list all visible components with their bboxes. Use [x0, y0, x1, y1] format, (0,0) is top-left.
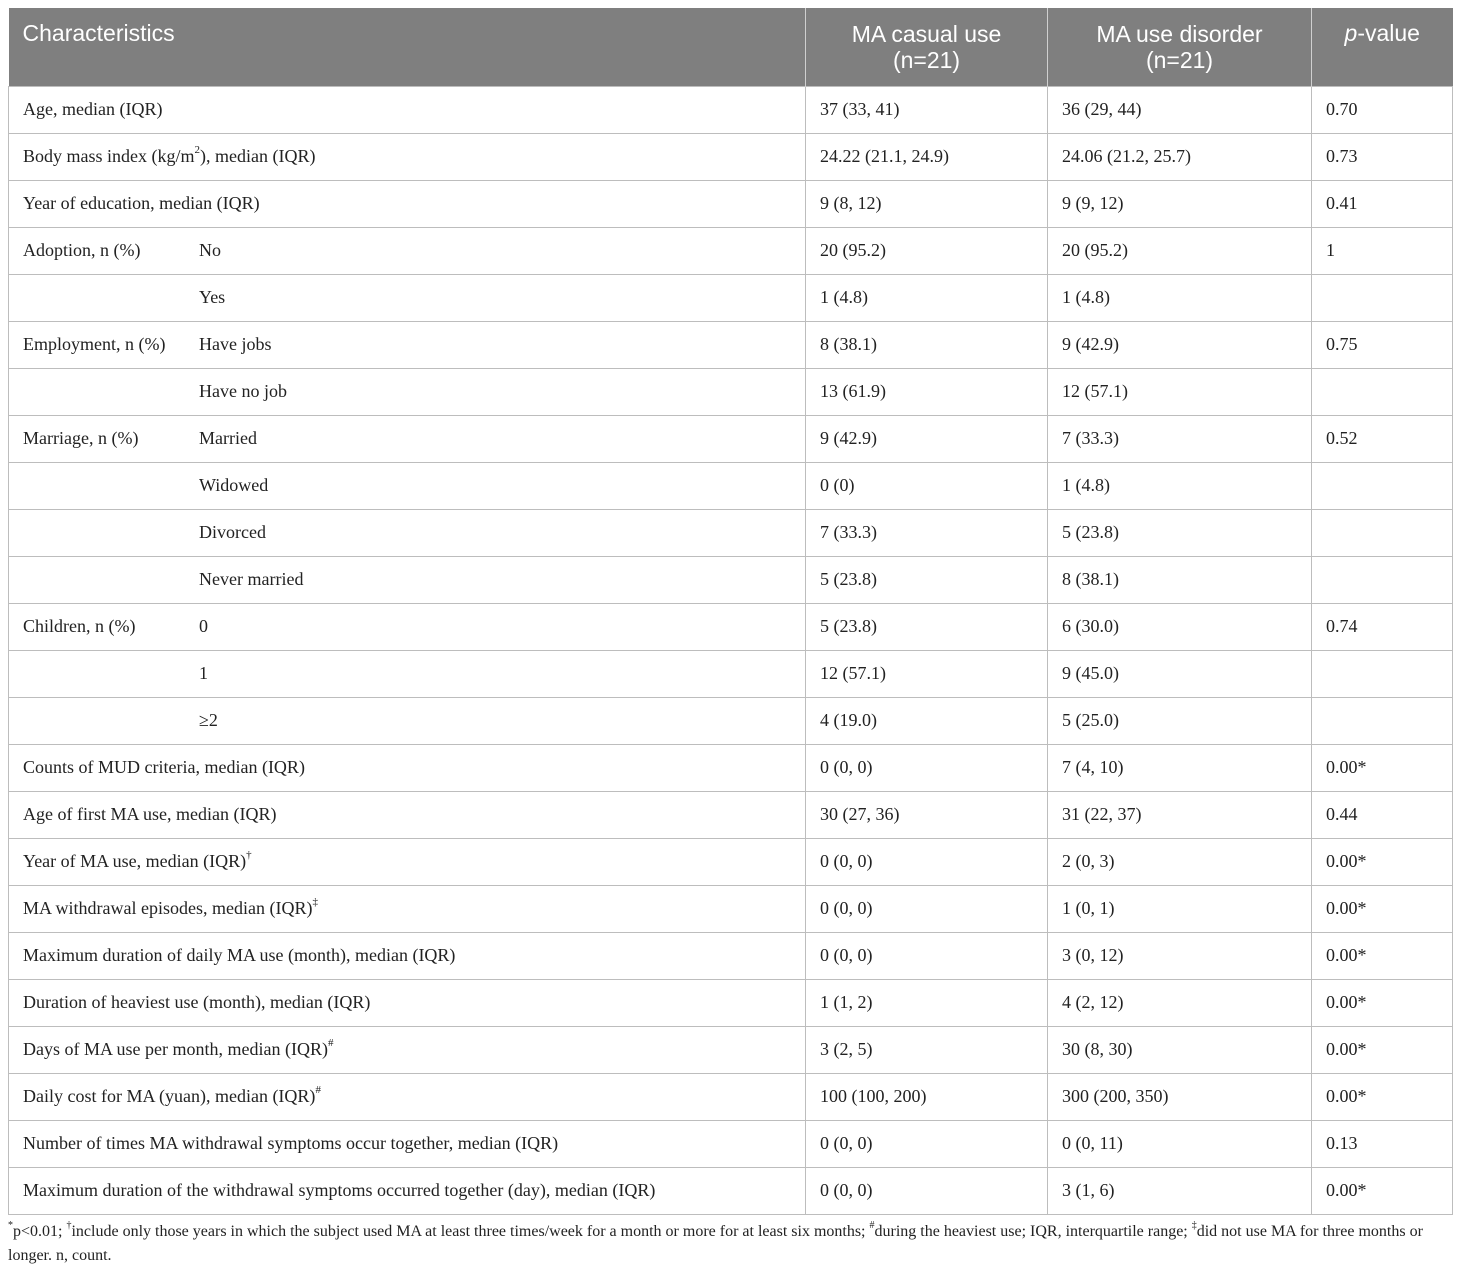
cell-casual-use: 0 (0, 0) — [806, 744, 1048, 791]
cell-casual-use: 9 (42.9) — [806, 415, 1048, 462]
cell-p-value: 0.00* — [1312, 885, 1453, 932]
cell-characteristic — [9, 791, 806, 838]
cell-use-disorder: 36 (29, 44) — [1048, 86, 1312, 133]
characteristic-label: Year of education, median (IQR) — [23, 193, 260, 213]
header-use-disorder-n: (n=21) — [1145, 46, 1214, 73]
characteristic-label: Children, n (%) — [23, 616, 136, 636]
cell-characteristic — [9, 509, 806, 556]
cell-use-disorder: 6 (30.0) — [1048, 603, 1312, 650]
cell-use-disorder: 5 (25.0) — [1048, 697, 1312, 744]
cell-p-value: 0.52 — [1312, 415, 1453, 462]
table-row — [9, 1120, 1453, 1167]
cell-characteristic — [9, 650, 806, 697]
footnote-text-4: did not use MA for three months or longer. n, count. — [8, 1223, 1423, 1264]
characteristics-table — [8, 8, 1453, 1215]
table-body — [9, 86, 1453, 1214]
cell-casual-use: 5 (23.8) — [806, 603, 1048, 650]
header-casual-use-n: (n=21) — [892, 46, 961, 73]
cell-p-value — [1312, 509, 1453, 556]
table-row — [9, 603, 1453, 650]
cell-use-disorder: 9 (45.0) — [1048, 650, 1312, 697]
cell-casual-use: 5 (23.8) — [806, 556, 1048, 603]
table-row — [9, 744, 1453, 791]
characteristic-label: MA withdrawal episodes, median (IQR) — [23, 898, 313, 918]
cell-use-disorder: 5 (23.8) — [1048, 509, 1312, 556]
footnote-mark-hash: # — [869, 1219, 875, 1231]
cell-characteristic — [9, 885, 806, 932]
cell-p-value: 0.00* — [1312, 838, 1453, 885]
cell-characteristic — [9, 133, 806, 180]
characteristic-category: Have jobs — [199, 334, 272, 354]
cell-p-value: 0.00* — [1312, 1026, 1453, 1073]
cell-p-value: 0.74 — [1312, 603, 1453, 650]
cell-casual-use: 30 (27, 36) — [806, 791, 1048, 838]
table-row — [9, 274, 1453, 321]
cell-casual-use: 0 (0, 0) — [806, 1120, 1048, 1167]
table-row — [9, 415, 1453, 462]
header-casual-use-label: MA casual use — [851, 20, 1002, 47]
table-row — [9, 979, 1453, 1026]
table-footnote — [8, 1220, 1454, 1268]
characteristic-label: Body mass index (kg/m — [23, 146, 195, 166]
cell-use-disorder: 9 (42.9) — [1048, 321, 1312, 368]
cell-characteristic — [9, 838, 806, 885]
table-row — [9, 885, 1453, 932]
footnote-text-3: during the heaviest use; IQR, interquartile range; — [874, 1223, 1192, 1240]
cell-p-value: 1 — [1312, 227, 1453, 274]
characteristic-label: Maximum duration of the withdrawal symptoms occurred together (day), median (IQR) — [23, 1180, 656, 1200]
characteristic-label: Counts of MUD criteria, median (IQR) — [23, 757, 305, 777]
characteristic-label: Age, median (IQR) — [23, 99, 163, 119]
cell-casual-use: 4 (19.0) — [806, 697, 1048, 744]
cell-p-value: 0.13 — [1312, 1120, 1453, 1167]
cell-p-value: 0.44 — [1312, 791, 1453, 838]
table-row — [9, 86, 1453, 133]
cell-characteristic — [9, 1026, 806, 1073]
cell-p-value: 0.00* — [1312, 744, 1453, 791]
cell-casual-use: 20 (95.2) — [806, 227, 1048, 274]
cell-p-value — [1312, 697, 1453, 744]
table-row — [9, 838, 1453, 885]
cell-characteristic — [9, 1120, 806, 1167]
footnote-text-1: p<0.01; — [13, 1223, 67, 1240]
cell-p-value — [1312, 368, 1453, 415]
cell-casual-use: 0 (0) — [806, 462, 1048, 509]
characteristic-label: Year of MA use, median (IQR) — [23, 851, 247, 871]
characteristic-label: Employment, n (%) — [23, 334, 166, 354]
cell-characteristic — [9, 979, 806, 1026]
cell-p-value — [1312, 462, 1453, 509]
cell-use-disorder: 3 (0, 12) — [1048, 932, 1312, 979]
cell-casual-use: 0 (0, 0) — [806, 1167, 1048, 1214]
characteristic-superscript: # — [327, 1037, 334, 1049]
table-row — [9, 462, 1453, 509]
cell-casual-use: 100 (100, 200) — [806, 1073, 1048, 1120]
cell-p-value — [1312, 650, 1453, 697]
cell-use-disorder: 3 (1, 6) — [1048, 1167, 1312, 1214]
characteristic-category: Have no job — [199, 381, 287, 401]
table-row — [9, 509, 1453, 556]
characteristic-label: Duration of heaviest use (month), median (IQR) — [23, 992, 371, 1012]
cell-casual-use: 24.22 (21.1, 24.9) — [806, 133, 1048, 180]
cell-characteristic — [9, 86, 806, 133]
characteristic-category: 0 — [199, 616, 208, 636]
cell-use-disorder: 1 (0, 1) — [1048, 885, 1312, 932]
cell-casual-use: 0 (0, 0) — [806, 932, 1048, 979]
header-characteristics: Characteristics — [9, 8, 806, 86]
cell-p-value: 0.00* — [1312, 932, 1453, 979]
cell-casual-use: 3 (2, 5) — [806, 1026, 1048, 1073]
cell-use-disorder: 9 (9, 12) — [1048, 180, 1312, 227]
table-row — [9, 1073, 1453, 1120]
cell-characteristic — [9, 180, 806, 227]
characteristic-category: Widowed — [199, 475, 269, 495]
characteristic-category: 1 — [199, 663, 208, 683]
cell-characteristic — [9, 321, 806, 368]
header-use-disorder-label: MA use disorder — [1096, 20, 1263, 47]
header-use-disorder — [1048, 8, 1312, 86]
characteristic-label: Marriage, n (%) — [23, 428, 139, 448]
characteristics-table-container — [8, 8, 1452, 1215]
characteristic-label: Age of first MA use, median (IQR) — [23, 804, 277, 824]
cell-p-value: 0.73 — [1312, 133, 1453, 180]
characteristic-label: Maximum duration of daily MA use (month), median (IQR) — [23, 945, 456, 965]
cell-use-disorder: 300 (200, 350) — [1048, 1073, 1312, 1120]
cell-use-disorder: 7 (33.3) — [1048, 415, 1312, 462]
cell-use-disorder: 7 (4, 10) — [1048, 744, 1312, 791]
cell-characteristic — [9, 744, 806, 791]
cell-use-disorder: 1 (4.8) — [1048, 274, 1312, 321]
cell-use-disorder: 30 (8, 30) — [1048, 1026, 1312, 1073]
table-row — [9, 321, 1453, 368]
table-row — [9, 227, 1453, 274]
header-casual-use — [806, 8, 1048, 86]
cell-use-disorder: 20 (95.2) — [1048, 227, 1312, 274]
table-row — [9, 791, 1453, 838]
cell-characteristic — [9, 932, 806, 979]
footnote-mark-double-dagger: ‡ — [1191, 1219, 1197, 1231]
cell-use-disorder: 8 (38.1) — [1048, 556, 1312, 603]
cell-characteristic — [9, 556, 806, 603]
table-row — [9, 697, 1453, 744]
characteristic-label: Number of times MA withdrawal symptoms occur together, median (IQR) — [23, 1133, 559, 1153]
characteristic-category: Divorced — [199, 522, 266, 542]
cell-p-value: 0.41 — [1312, 180, 1453, 227]
cell-casual-use: 1 (1, 2) — [806, 979, 1048, 1026]
cell-p-value: 0.70 — [1312, 86, 1453, 133]
cell-use-disorder: 24.06 (21.2, 25.7) — [1048, 133, 1312, 180]
cell-p-value: 0.00* — [1312, 1167, 1453, 1214]
cell-use-disorder: 12 (57.1) — [1048, 368, 1312, 415]
characteristic-superscript: 2 — [194, 144, 200, 156]
table-row — [9, 133, 1453, 180]
cell-p-value: 0.00* — [1312, 979, 1453, 1026]
cell-casual-use: 37 (33, 41) — [806, 86, 1048, 133]
footnote-mark-star: * — [8, 1219, 13, 1231]
characteristic-superscript: # — [315, 1084, 321, 1096]
cell-characteristic — [9, 274, 806, 321]
cell-use-disorder: 1 (4.8) — [1048, 462, 1312, 509]
cell-p-value — [1312, 274, 1453, 321]
cell-characteristic — [9, 462, 806, 509]
cell-characteristic — [9, 697, 806, 744]
footnote-mark-dagger: † — [66, 1219, 72, 1231]
characteristic-category: Never married — [199, 569, 304, 589]
cell-p-value — [1312, 556, 1453, 603]
characteristic-superscript: † — [246, 849, 252, 861]
cell-use-disorder: 31 (22, 37) — [1048, 791, 1312, 838]
characteristic-superscript: ‡ — [312, 896, 318, 908]
header-p-suffix: -value — [1357, 20, 1420, 46]
table-row — [9, 932, 1453, 979]
table-row — [9, 650, 1453, 697]
cell-casual-use: 0 (0, 0) — [806, 885, 1048, 932]
cell-characteristic — [9, 368, 806, 415]
cell-use-disorder: 2 (0, 3) — [1048, 838, 1312, 885]
table-header-row — [9, 8, 1453, 86]
table-row — [9, 1167, 1453, 1214]
cell-characteristic — [9, 603, 806, 650]
header-p-value — [1312, 8, 1453, 86]
characteristic-label: Days of MA use per month, median (IQR) — [23, 1039, 328, 1059]
cell-casual-use: 0 (0, 0) — [806, 838, 1048, 885]
characteristic-label: Daily cost for MA (yuan), median (IQR) — [23, 1086, 316, 1106]
cell-characteristic — [9, 1073, 806, 1120]
footnote-text-2: include only those years in which the subject used MA at least three times/week for a month or more for at least six months; — [71, 1223, 870, 1240]
cell-casual-use: 12 (57.1) — [806, 650, 1048, 697]
table-row — [9, 1026, 1453, 1073]
characteristic-category: ≥2 — [199, 710, 218, 730]
characteristic-category: No — [199, 240, 221, 260]
cell-casual-use: 7 (33.3) — [806, 509, 1048, 556]
table-row — [9, 180, 1453, 227]
characteristic-label: Adoption, n (%) — [23, 240, 141, 260]
cell-use-disorder: 0 (0, 11) — [1048, 1120, 1312, 1167]
characteristic-category: Yes — [199, 287, 226, 307]
cell-p-value: 0.00* — [1312, 1073, 1453, 1120]
cell-use-disorder: 4 (2, 12) — [1048, 979, 1312, 1026]
cell-characteristic — [9, 227, 806, 274]
cell-characteristic — [9, 1167, 806, 1214]
cell-casual-use: 9 (8, 12) — [806, 180, 1048, 227]
cell-casual-use: 8 (38.1) — [806, 321, 1048, 368]
characteristic-category: Married — [199, 428, 257, 448]
characteristic-label-suffix: ), median (IQR) — [200, 146, 316, 166]
header-p-italic: p — [1344, 20, 1358, 46]
cell-casual-use: 1 (4.8) — [806, 274, 1048, 321]
table-row — [9, 556, 1453, 603]
cell-casual-use: 13 (61.9) — [806, 368, 1048, 415]
table-row — [9, 368, 1453, 415]
cell-characteristic — [9, 415, 806, 462]
cell-p-value: 0.75 — [1312, 321, 1453, 368]
